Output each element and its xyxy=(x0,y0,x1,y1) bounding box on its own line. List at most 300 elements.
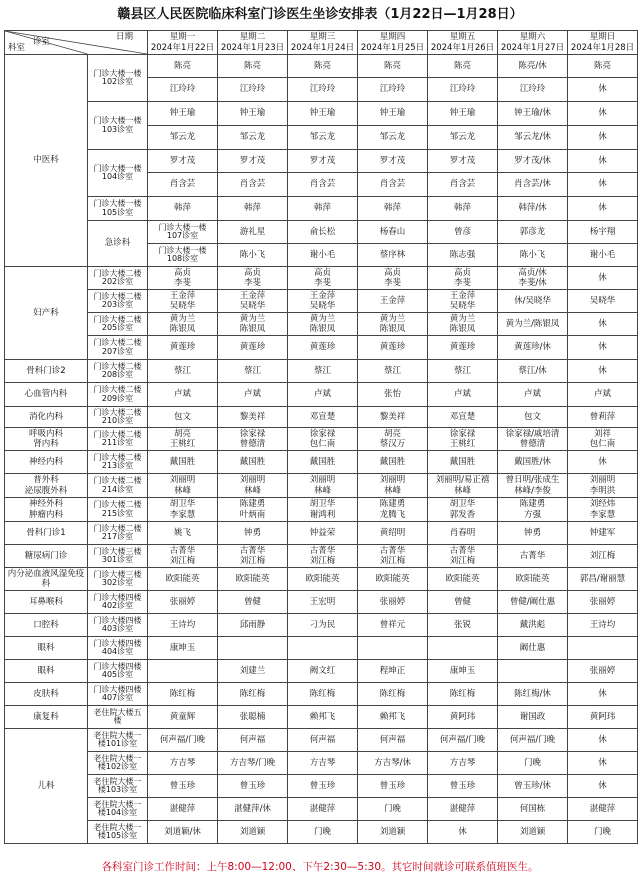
doctor-name: 湛健萍 xyxy=(589,803,616,814)
doctor-name: 休 xyxy=(598,179,607,190)
room-line: 老住院大楼一 xyxy=(93,776,142,786)
doctor-cell xyxy=(288,173,358,197)
doctor-name: 陈红梅/休 xyxy=(514,688,551,699)
doctor-name: 高贞 xyxy=(453,267,471,278)
doctor-name: 邹云龙 xyxy=(239,132,266,143)
doctor-name: 刘江梅 xyxy=(379,556,406,566)
room-line: 213诊室 xyxy=(101,461,134,470)
doctor-cell xyxy=(288,150,358,173)
doctor-cell xyxy=(358,660,428,683)
doctor-name: 韩萍 xyxy=(313,203,331,214)
doctor-cell xyxy=(148,150,218,173)
doctor-cell xyxy=(568,545,638,568)
doctor-cell xyxy=(288,706,358,729)
doctor-name: 蔡江/休 xyxy=(518,365,547,376)
doctor-cell xyxy=(428,78,498,102)
doctor-name: 李明洪 xyxy=(589,485,616,496)
room-cell xyxy=(88,407,148,428)
doctor-cell xyxy=(568,568,638,591)
doctor-cell xyxy=(498,474,568,498)
table-row xyxy=(5,591,638,614)
doctor-name: 陈小飞 xyxy=(519,249,546,260)
doctor-cell xyxy=(568,614,638,637)
doctor-name: 曾玉珍 xyxy=(239,780,266,791)
corner-room-label: 诊室 xyxy=(33,37,51,47)
doctor-name: 韩萍 xyxy=(453,203,471,214)
doctor-name: 陈建勇 xyxy=(519,499,546,510)
doctor-name: 刘丽明 xyxy=(379,475,406,486)
room-cell xyxy=(88,55,148,102)
table-row xyxy=(5,545,638,568)
room-cell xyxy=(88,383,148,407)
doctor-cell xyxy=(218,126,288,150)
doctor-cell xyxy=(358,775,428,798)
table-row xyxy=(5,267,638,290)
doctor-cell xyxy=(218,821,288,844)
doctor-cell xyxy=(498,522,568,545)
doctor-cell xyxy=(498,545,568,568)
doctor-name: 黄莲珍 xyxy=(169,342,196,353)
room-line: 门诊大楼二楼 xyxy=(93,523,142,533)
table-row xyxy=(5,706,638,729)
doctor-cell xyxy=(288,637,358,660)
doctor-name: 方吉琴/休 xyxy=(374,757,411,768)
doctor-cell xyxy=(568,775,638,798)
doctor-cell xyxy=(568,221,638,244)
doctor-cell xyxy=(498,752,568,775)
dept-cell: 内分泌血液风湿免疫科 xyxy=(5,568,88,591)
table-row xyxy=(5,407,638,428)
room-line: 门诊大楼四楼 xyxy=(93,638,142,648)
doctor-name: 江玲玲 xyxy=(169,84,196,95)
doctor-cell xyxy=(358,78,428,102)
doctor-name: 王诗均 xyxy=(589,619,616,630)
doctor-name: 邹云龙 xyxy=(379,132,406,143)
doctor-cell xyxy=(288,383,358,407)
doctor-cell xyxy=(428,752,498,775)
doctor-name: 蔡江 xyxy=(173,365,191,376)
doctor-name: 阙文红 xyxy=(309,665,336,676)
doctor-cell xyxy=(498,290,568,313)
doctor-cell xyxy=(498,126,568,150)
doctor-name: 戴国胜 xyxy=(309,456,336,467)
room-cell xyxy=(88,568,148,591)
doctor-name: 陈亮/休 xyxy=(518,60,547,71)
doctor-name: 刘建兰 xyxy=(239,665,266,676)
doctor-name: 黄为兰 xyxy=(449,313,476,324)
doctor-cell xyxy=(148,591,218,614)
room-line: 门诊大楼一楼 xyxy=(93,68,142,78)
doctor-name: 林峰 xyxy=(243,485,261,496)
doctor-cell xyxy=(288,336,358,360)
doctor-cell xyxy=(148,290,218,313)
doctor-name: 门晚 xyxy=(523,757,541,768)
room-line: 203诊室 xyxy=(101,300,134,309)
doctor-name: 曾玉珍 xyxy=(379,780,406,791)
doctor-cell xyxy=(148,545,218,568)
table-row xyxy=(5,102,638,126)
doctor-cell xyxy=(568,821,638,844)
room-line: 楼 xyxy=(113,716,122,725)
doctor-name: 罗才茂 xyxy=(379,155,406,166)
doctor-name: 谢小毛 xyxy=(309,249,336,260)
table-row xyxy=(5,798,638,821)
doctor-cell xyxy=(148,660,218,683)
doctor-cell xyxy=(148,451,218,474)
doctor-name: 龙腾飞 xyxy=(379,509,406,520)
doctor-name: 肖含芸/休 xyxy=(514,179,551,190)
doctor-cell xyxy=(498,706,568,729)
doctor-name: 胡卫华 xyxy=(449,499,476,510)
doctor-name: 谢小毛 xyxy=(589,249,616,260)
doctor-cell xyxy=(358,173,428,197)
doctor-cell xyxy=(568,474,638,498)
doctor-cell xyxy=(148,336,218,360)
doctor-name: 江玲玲 xyxy=(309,84,336,95)
doctor-name: 休/吴晓华 xyxy=(514,295,551,306)
doctor-cell xyxy=(568,150,638,173)
doctor-name: 阚仕惠 xyxy=(519,642,546,653)
doctor-name: 韩萍 xyxy=(243,203,261,214)
doctor-cell xyxy=(218,290,288,313)
doctor-name: 肖含芸 xyxy=(239,179,266,190)
doctor-cell xyxy=(218,474,288,498)
doctor-cell xyxy=(148,729,218,752)
room-line: 302诊室 xyxy=(101,578,134,587)
doctor-cell xyxy=(288,660,358,683)
dept-cell: 耳鼻喉科 xyxy=(5,591,88,614)
room-cell xyxy=(88,729,148,752)
room-line: 门诊大楼一楼 xyxy=(158,245,207,255)
doctor-name: 刘江梅 xyxy=(239,556,266,566)
room-line: 楼101诊室 xyxy=(97,739,138,748)
room-cell xyxy=(88,591,148,614)
doctor-name: 李家慧 xyxy=(589,509,616,520)
day-header: 星期一 2024年1月22日 xyxy=(148,31,218,55)
doctor-cell xyxy=(148,55,218,78)
doctor-name: 张丽婷 xyxy=(379,596,406,607)
doctor-name: 黄莲珍 xyxy=(239,342,266,353)
doctor-name: 何声福 xyxy=(379,734,406,745)
doctor-name: 古菁华 xyxy=(169,545,196,556)
doctor-cell xyxy=(148,474,218,498)
doctor-cell xyxy=(498,729,568,752)
room-cell xyxy=(88,683,148,706)
table-row xyxy=(5,775,638,798)
doctor-cell xyxy=(218,383,288,407)
room-line: 门诊大楼二楼 xyxy=(93,361,142,371)
doctor-name: 钟建军 xyxy=(589,527,616,538)
doctor-cell xyxy=(218,568,288,591)
doctor-name: 卢斌 xyxy=(243,389,261,400)
doctor-cell xyxy=(288,197,358,221)
doctor-name: 门晚 xyxy=(383,803,401,814)
doctor-cell xyxy=(358,197,428,221)
doctor-name: 王宏明 xyxy=(309,596,336,607)
doctor-cell xyxy=(428,428,498,451)
doctor-cell xyxy=(428,568,498,591)
doctor-cell xyxy=(288,683,358,706)
doctor-cell xyxy=(568,683,638,706)
doctor-cell xyxy=(148,706,218,729)
doctor-name: 古菁华 xyxy=(379,545,406,556)
doctor-cell xyxy=(148,383,218,407)
doctor-cell xyxy=(218,614,288,637)
doctor-cell xyxy=(498,683,568,706)
room-line: 老住院大楼五 xyxy=(93,707,142,717)
doctor-cell xyxy=(148,197,218,221)
dept-cell: 眼科 xyxy=(5,660,88,683)
doctor-cell xyxy=(568,360,638,383)
dept-cell: 心血管内科 xyxy=(5,383,88,407)
doctor-cell xyxy=(568,660,638,683)
doctor-cell xyxy=(428,267,498,290)
doctor-cell xyxy=(148,78,218,102)
doctor-name: 王桃红 xyxy=(449,439,476,449)
doctor-name: 何声福/门晚 xyxy=(159,734,206,745)
doctor-name: 包仁南 xyxy=(309,439,336,449)
doctor-name: 湛健萍 xyxy=(449,803,476,814)
doctor-name: 刘丽明 xyxy=(589,475,616,486)
doctor-name: 李斐 xyxy=(453,278,471,288)
doctor-cell xyxy=(218,360,288,383)
doctor-cell xyxy=(428,729,498,752)
doctor-name: 谢鸿利 xyxy=(309,509,336,520)
doctor-cell xyxy=(358,102,428,126)
room-line: 208诊室 xyxy=(101,370,134,379)
doctor-name: 陈志强 xyxy=(449,249,476,260)
doctor-name: 王金萍 xyxy=(239,290,266,301)
doctor-name: 韩萍 xyxy=(173,203,191,214)
doctor-name: 卢斌 xyxy=(523,389,541,400)
doctor-cell xyxy=(218,660,288,683)
doctor-name: 欧阳能英 xyxy=(375,573,410,584)
doctor-name: 黎美祥 xyxy=(379,411,406,422)
doctor-name: 肖春明 xyxy=(449,527,476,538)
doctor-name: 胡卫华 xyxy=(169,499,196,510)
doctor-name: 陈红梅 xyxy=(309,688,336,699)
doctor-name: 湛健萍 xyxy=(169,803,196,814)
table-row xyxy=(5,197,638,221)
room-line: 214诊室 xyxy=(101,484,134,494)
doctor-name: 陈建勇 xyxy=(379,499,406,510)
doctor-cell xyxy=(498,55,568,78)
doctor-cell xyxy=(218,197,288,221)
table-row xyxy=(5,752,638,775)
doctor-name: 王桃红 xyxy=(169,439,196,449)
doctor-cell xyxy=(568,383,638,407)
doctor-cell xyxy=(358,383,428,407)
room-line: 门诊大楼四楼 xyxy=(93,661,142,671)
doctor-name: 邹云龙/休 xyxy=(514,132,551,143)
doctor-cell xyxy=(428,798,498,821)
doctor-name: 江玲玲 xyxy=(379,84,406,95)
day-header: 星期日 2024年1月28日 xyxy=(568,31,638,55)
room-line: 102诊室 xyxy=(101,77,134,86)
doctor-cell xyxy=(498,383,568,407)
doctor-cell xyxy=(218,221,288,244)
doctor-cell xyxy=(568,244,638,267)
doctor-name: 钟王瑜/休 xyxy=(514,108,551,119)
dept-cell: 呼吸内科 肾内科 xyxy=(5,428,88,451)
room-cell xyxy=(88,197,148,221)
doctor-cell xyxy=(218,637,288,660)
doctor-cell xyxy=(428,591,498,614)
doctor-name: 刘江梅 xyxy=(309,556,336,566)
doctor-name: 程坤正 xyxy=(379,665,406,676)
schedule-body xyxy=(5,55,638,844)
doctor-name: 休 xyxy=(598,84,607,95)
doctor-cell xyxy=(428,102,498,126)
doctor-cell xyxy=(358,729,428,752)
doctor-name: 古菁华 xyxy=(449,545,476,556)
doctor-name: 王金萍 xyxy=(309,290,336,301)
doctor-name: 钟王瑜 xyxy=(449,108,476,119)
doctor-name: 李斐 xyxy=(173,278,191,288)
doctor-cell xyxy=(498,78,568,102)
doctor-name: 刘江梅 xyxy=(169,556,196,566)
doctor-name: 钟王瑜 xyxy=(169,108,196,119)
table-row xyxy=(5,313,638,336)
doctor-cell xyxy=(498,568,568,591)
doctor-cell xyxy=(428,821,498,844)
header-row xyxy=(5,31,638,55)
doctor-cell xyxy=(288,313,358,336)
doctor-name: 曾玉珍 xyxy=(309,780,336,791)
doctor-name: 黄为兰 xyxy=(379,313,406,324)
doctor-name: 林峰/李俊 xyxy=(514,485,551,496)
doctor-name: 卢斌 xyxy=(593,389,611,400)
doctor-name: 邹云龙 xyxy=(309,132,336,143)
doctor-name: 蔡江 xyxy=(313,365,331,376)
room-line: 301诊室 xyxy=(101,555,134,564)
doctor-cell xyxy=(218,522,288,545)
doctor-name: 高贞 xyxy=(173,267,191,278)
doctor-name: 李家慧 xyxy=(169,509,196,520)
doctor-name: 王诗均 xyxy=(169,619,196,630)
doctor-cell xyxy=(428,451,498,474)
doctor-name: 江玲玲 xyxy=(519,84,546,95)
doctor-cell xyxy=(148,522,218,545)
dept-cell: 神经外科 肿瘤内科 xyxy=(5,498,88,522)
doctor-name: 戴国胜 xyxy=(169,456,196,467)
doctor-cell xyxy=(498,336,568,360)
doctor-cell xyxy=(498,407,568,428)
room-line: 老住院大楼一 xyxy=(93,753,142,763)
corner-cell xyxy=(5,31,148,55)
page-title: 赣县区人民医院临床科室门诊医生坐诊安排表（1月22日—1月28日） xyxy=(117,7,523,22)
doctor-cell xyxy=(358,150,428,173)
doctor-name: 邹云龙 xyxy=(169,132,196,143)
doctor-cell xyxy=(568,798,638,821)
doctor-cell xyxy=(148,428,218,451)
doctor-name: 曾德清 xyxy=(519,439,546,449)
doctor-cell xyxy=(358,451,428,474)
doctor-cell xyxy=(498,451,568,474)
doctor-cell xyxy=(358,360,428,383)
doctor-cell xyxy=(428,614,498,637)
doctor-name: 林峰 xyxy=(173,485,191,496)
table-row xyxy=(5,55,638,78)
doctor-cell xyxy=(288,545,358,568)
doctor-name: 陈红梅 xyxy=(169,688,196,699)
doctor-name: 陈小飞 xyxy=(239,249,266,260)
doctor-name: 古菁华 xyxy=(519,550,546,561)
doctor-cell xyxy=(568,55,638,78)
doctor-name: 张锐 xyxy=(453,619,471,630)
doctor-cell xyxy=(288,522,358,545)
doctor-cell xyxy=(218,706,288,729)
doctor-cell xyxy=(428,474,498,498)
room-line: 210诊室 xyxy=(101,416,134,425)
doctor-name: 陈银凤 xyxy=(309,324,336,334)
doctor-cell xyxy=(218,752,288,775)
doctor-cell xyxy=(288,78,358,102)
doctor-cell xyxy=(498,614,568,637)
doctor-cell xyxy=(568,522,638,545)
doctor-name: 杨宇翔 xyxy=(589,226,616,237)
doctor-name: 罗才茂 xyxy=(449,155,476,166)
doctor-cell xyxy=(568,729,638,752)
doctor-name: 邓宣楚 xyxy=(449,411,476,422)
doctor-cell xyxy=(358,313,428,336)
doctor-name: 曾彦 xyxy=(453,226,471,237)
doctor-name: 黄莲珍 xyxy=(309,342,336,353)
room-cell xyxy=(88,360,148,383)
doctor-name: 郭昌/谢丽慧 xyxy=(579,573,626,584)
dept-cell: 康复科 xyxy=(5,706,88,729)
doctor-name: 江玲玲 xyxy=(449,84,476,95)
room-line: 103诊室 xyxy=(101,124,134,134)
doctor-name: 韩萍 xyxy=(383,203,401,214)
doctor-name: 钟王瑜 xyxy=(309,108,336,119)
table-row xyxy=(5,360,638,383)
doctor-cell xyxy=(428,407,498,428)
day-header: 星期五 2024年1月26日 xyxy=(428,31,498,55)
room-cell xyxy=(88,522,148,545)
doctor-cell xyxy=(218,150,288,173)
doctor-cell xyxy=(498,798,568,821)
doctor-name: 肖含芸 xyxy=(169,179,196,190)
doctor-name: 休 xyxy=(598,132,607,143)
doctor-cell xyxy=(218,173,288,197)
doctor-name: 休 xyxy=(458,826,467,837)
doctor-cell xyxy=(288,568,358,591)
doctor-name: 休 xyxy=(598,688,607,699)
doctor-cell xyxy=(218,407,288,428)
room-cell xyxy=(88,498,148,522)
doctor-name: 曾莉萍 xyxy=(589,411,616,422)
doctor-name: 陈红梅 xyxy=(239,688,266,699)
room-line: 门诊大楼二楼 xyxy=(93,500,142,510)
doctor-cell xyxy=(288,821,358,844)
doctor-cell xyxy=(498,591,568,614)
doctor-name: 蔡江 xyxy=(383,365,401,376)
doctor-name: 休 xyxy=(598,203,607,214)
doctor-name: 李斐 xyxy=(383,278,401,288)
doctor-name: 杨春山 xyxy=(379,226,406,237)
doctor-cell xyxy=(568,197,638,221)
doctor-name: 肖含芸 xyxy=(309,179,336,190)
doctor-name: 李斐/休 xyxy=(518,278,547,288)
doctor-cell xyxy=(148,173,218,197)
room-line: 207诊室 xyxy=(101,346,134,356)
doctor-cell xyxy=(358,568,428,591)
doctor-cell xyxy=(218,244,288,267)
doctor-name: 休 xyxy=(598,342,607,353)
doctor-cell xyxy=(288,775,358,798)
doctor-cell xyxy=(428,683,498,706)
